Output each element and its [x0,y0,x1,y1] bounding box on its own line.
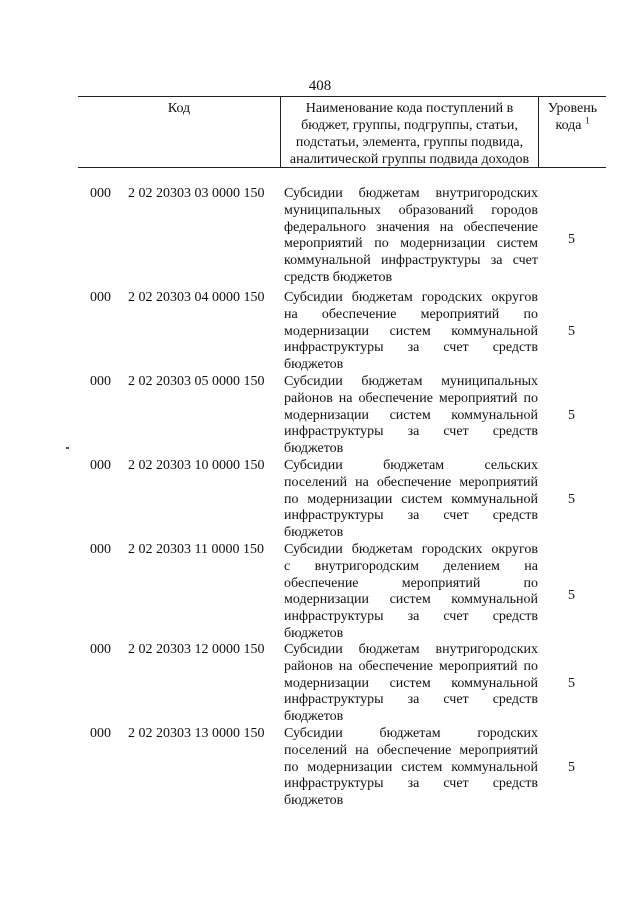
admin-code: 000 [90,458,111,473]
description-line: на обеспечение мероприятий по [284,306,538,322]
description-line: модернизации систем коммунальной [284,675,538,691]
revenue-description [284,458,538,542]
revenue-description [284,542,538,643]
description-line: федерального значения на обеспечение [284,219,538,235]
code-level: 5 [568,491,575,507]
revenue-description [284,726,538,810]
description-line: инфраструктуры за счет средств [284,340,538,356]
code-level: 5 [568,407,575,423]
description-line: бюджетов [284,357,344,373]
description-line: инфраструктуры за счет средств [284,776,538,792]
code-level: 5 [568,588,575,603]
description-line: Субсидии бюджетам городских округов [284,290,538,305]
description-line: инфраструктуры за счет средств [284,508,538,524]
description-line: бюджетов [284,709,344,725]
revenue-description [284,374,538,458]
description-line: Субсидии бюджетам внутригородских [284,186,538,201]
revenue-code: 2 02 20303 12 0000 150 [128,642,265,657]
revenue-description [284,642,538,726]
revenue-code: 2 02 20303 05 0000 150 [128,374,265,389]
code-level: 5 [568,675,575,691]
description-line: обеспечение мероприятий по [284,575,538,591]
description-line: Субсидии бюджетам городских [284,726,538,741]
description-line: по модернизации систем коммунальной [284,759,538,775]
description-line: средств бюджетов [284,269,393,285]
description-line: с внутригородским делением на [284,558,538,574]
description-line: бюджетов [284,793,344,809]
revenue-description [284,290,538,374]
description-line: коммунальной инфраструктуры за счет [284,253,538,269]
admin-code: 000 [90,726,111,741]
header-code-cell [78,97,280,167]
description-line: поселений на обеспечение мероприятий [284,742,538,758]
admin-code: 000 [90,290,111,305]
description-line: инфраструктуры за счет средств [284,424,538,440]
header-level-line2-wrap [539,117,606,134]
description-line: инфраструктуры за счет средств [284,609,538,625]
description-line: поселений на обеспечение мероприятий [284,474,538,490]
header-name-line: подстатьи, элемента, группы подвида, [295,135,524,150]
description-line: районов на обеспечение мероприятий по [284,658,538,674]
description-line: модернизации систем коммунальной [284,407,538,423]
description-line: Субсидии бюджетам муниципальных [284,374,538,389]
admin-code: 000 [90,542,111,557]
header-name-line: аналитической группы подвида доходов [289,152,530,167]
code-level: 5 [568,759,575,775]
code-level: 5 [568,232,575,247]
header-level-line1: Уровень [547,101,598,116]
description-line: бюджетов [284,625,344,641]
description-line: бюджетов [284,525,344,541]
description-line: модернизации систем коммунальной [284,323,538,339]
revenue-code: 2 02 20303 11 0000 150 [128,542,264,557]
header-name-line: бюджет, группы, подгруппы, статьи, [301,118,518,133]
table-header [78,96,606,168]
description-line: Субсидии бюджетам городских округов [284,542,538,557]
revenue-code: 2 02 20303 03 0000 150 [128,186,265,201]
margin-dot [66,447,69,449]
admin-code: 000 [90,642,111,657]
header-name-line: Наименование кода поступлений в [305,101,514,116]
revenue-description [284,186,538,287]
revenue-code: 2 02 20303 04 0000 150 [128,290,265,305]
header-level-line2: кода [555,118,582,133]
footnote-marker: 1 [585,115,590,126]
description-line: модернизации систем коммунальной [284,592,538,608]
description-line: по модернизации систем коммунальной [284,491,538,507]
description-line: Субсидии бюджетам внутригородских [284,642,538,657]
description-line: мероприятий по модернизации систем [284,236,538,252]
page-number: 408 [308,78,332,94]
header-code-label: Код [167,101,191,116]
revenue-code: 2 02 20303 10 0000 150 [128,458,265,473]
description-line: Субсидии бюджетам сельских [284,458,538,473]
header-level-cell [539,97,606,167]
description-line: инфраструктуры за счет средств [284,692,538,708]
revenue-code: 2 02 20303 13 0000 150 [128,726,265,741]
description-line: бюджетов [284,441,344,457]
code-level: 5 [568,323,575,339]
admin-code: 000 [90,374,111,389]
admin-code: 000 [90,186,111,201]
header-name-cell [280,97,539,167]
description-line: районов на обеспечение мероприятий по [284,390,538,406]
description-line: муниципальных образований городов [284,202,538,218]
